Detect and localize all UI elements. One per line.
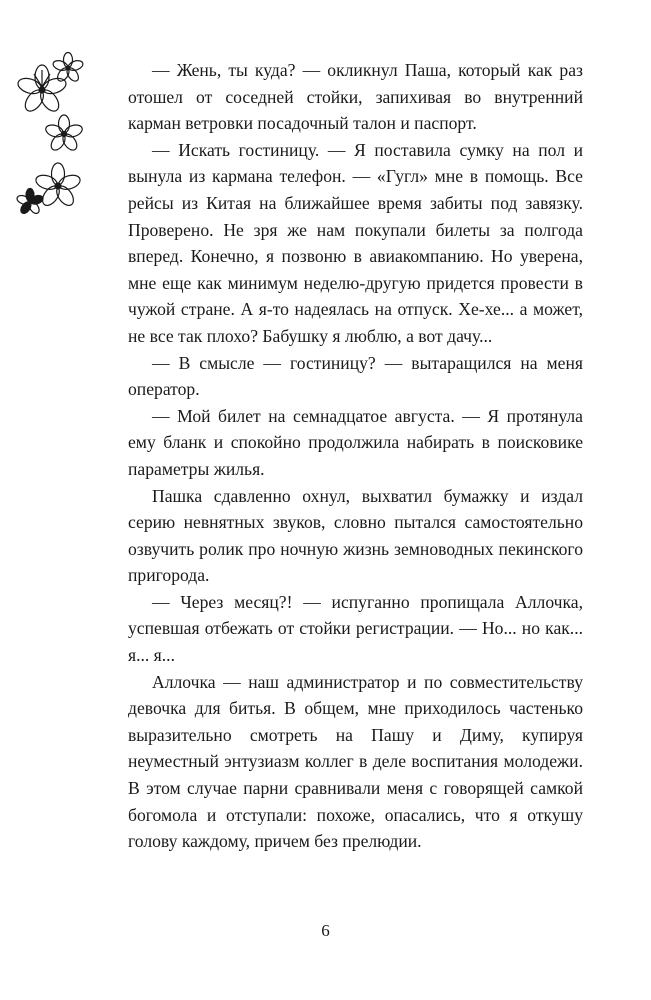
paragraph: Аллочка — наш администратор и по совместительству девочка для битья. В общем, мне приходилось частенько выразительно смотреть на Пашу и Диму, купируя неуместный энтузиазм коллег в деле воспитания молодежи. В этом случае парни сравнивали меня с говорящей самкой богомола и отступали: похоже, опасались, что я откушу голову каждому, причем без прелюдии. (128, 671, 583, 852)
flower-ornament-icon (14, 50, 94, 220)
paragraph: — Искать гостиницу. — Я поставила сумку на пол и вынула из кармана телефон. — «Гугл» мне в помощь. Все рейсы из Китая на ближайшее время забиты под завязку. Проверено. Не зря же нам покупали билеты за полгода вперед. Конечно, я позвоню в авиакомпанию. Но уверена, мне еще как минимум неделю-другую придется провести в чужой стране. А я-то надеялась на отпуск. Хе-хе... а может, не все так плохо? Бабушку я люблю, а вот дачу... (128, 139, 583, 346)
paragraph: — Через месяц?! — испуганно пропищала Аллочка, успевшая отбежать от стойки регистрации. — Но... но как... я... я... (128, 591, 583, 666)
paragraph: — Жень, ты куда? — окликнул Паша, который как раз отошел от соседней стойки, запихивая во внутренний карман ветровки посадочный талон и паспорт. (128, 60, 583, 134)
paragraph: — В смысле — гостиницу? — вытаращился на меня оператор. (128, 352, 583, 400)
paragraph: — Мой билет на семнадцатое августа. — Я протянула ему бланк и спокойно продолжила набирать в поисковике параметры жилья. (128, 405, 583, 479)
page-number: 6 (321, 921, 330, 940)
flower-large-icon (16, 65, 68, 114)
paragraph: Пашка сдавленно охнул, выхватил бумажку и издал серию невнятных звуков, словно пытался самостоятельно озвучить ролик про ночную жизнь земноводных пекинского пригорода. (128, 485, 583, 586)
text-body (128, 57, 583, 855)
flower-tiny-icon (16, 189, 44, 216)
flower-medium-icon (44, 115, 84, 153)
